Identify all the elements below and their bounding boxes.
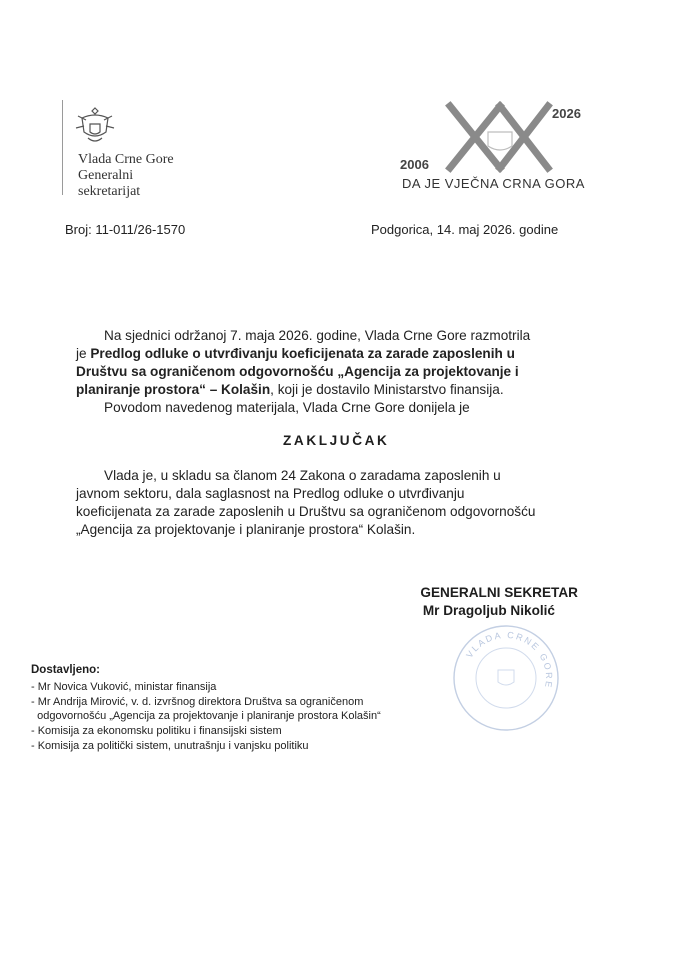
body-line-2 [76,345,578,363]
conclusion-line-3: koeficijenata za zarade zaposlenih u Društvu sa ograničenom odgovornošću [76,504,536,519]
conclusion-line-2: javnom sektoru, dala saglasnost na Predlog odluke o utvrđivanju [76,486,465,501]
distribution-title: Dostavljeno: [31,664,101,676]
body-line-5: Povodom navedenog materijala, Vlada Crne Gore donijela je [104,400,470,415]
gov-name-line-1: Vlada Crne Gore [78,152,174,167]
distribution-item-1: - Mr Novica Vuković, ministar finansija [31,681,217,693]
signature-title: GENERALNI SEKRETAR [420,585,578,600]
gov-name-line-2: Generalni [78,168,134,183]
place-date: Podgorica, 14. maj 2026. godine [371,222,559,237]
conclusion-line-4: „Agencija za projektovanje i planiranje prostora“ Kolašin. [76,522,416,537]
body-line-1: Na sjednici održanoj 7. maja 2026. godine, Vlada Crne Gore razmotrila [104,328,531,343]
signature-name: Mr Dragoljub Nikolić [422,603,555,618]
body-line-3 [76,363,578,381]
official-stamp [448,620,564,736]
body-line-2-plain: je [76,346,91,361]
gov-name-line-3: sekretarijat [78,184,141,199]
header-divider [62,100,71,195]
coat-of-arms-icon [72,104,118,148]
distribution-item-4: - Komisija za politički sistem, unutrašnju i vanjsku politiku [31,740,309,752]
conclusion-title: ZAKLJUČAK [283,433,390,448]
document-number: Broj: 11-011/26-1570 [65,222,186,237]
logo-tagline: DA JE VJEČNA CRNA GORA [402,176,585,191]
logo-year-right: 2026 [552,106,581,121]
distribution-item-2-cont: odgovornošću „Agencija za projektovanje i planiranje prostora Kolašin“ [31,710,381,722]
body-line-4-bold: planiranje prostora“ – Kolašin [76,382,271,397]
distribution-item-3: - Komisija za ekonomsku politiku i finansijski sistem [31,725,282,737]
conclusion-line-1: Vlada je, u skladu sa članom 24 Zakona o zaradama zaposlenih u [104,468,501,483]
body-line-4 [76,381,578,399]
stamp-text: VLADA CRNE GORE [464,629,555,691]
distribution-item-2: - Mr Andrija Mirović, v. d. izvršnog direktora Društva sa ograničenom [31,696,364,708]
body-line-4-plain: , koji je dostavilo Ministarstvo finansija. [270,382,504,397]
logo-year-left: 2006 [400,157,429,172]
body-line-2-bold: Predlog odluke o utvrđivanju koeficijenata za zarade zaposlenih u [90,346,515,361]
body-line-3-bold: Društvu sa ograničenom odgovornošću „Agencija za projektovanje i [76,364,519,379]
